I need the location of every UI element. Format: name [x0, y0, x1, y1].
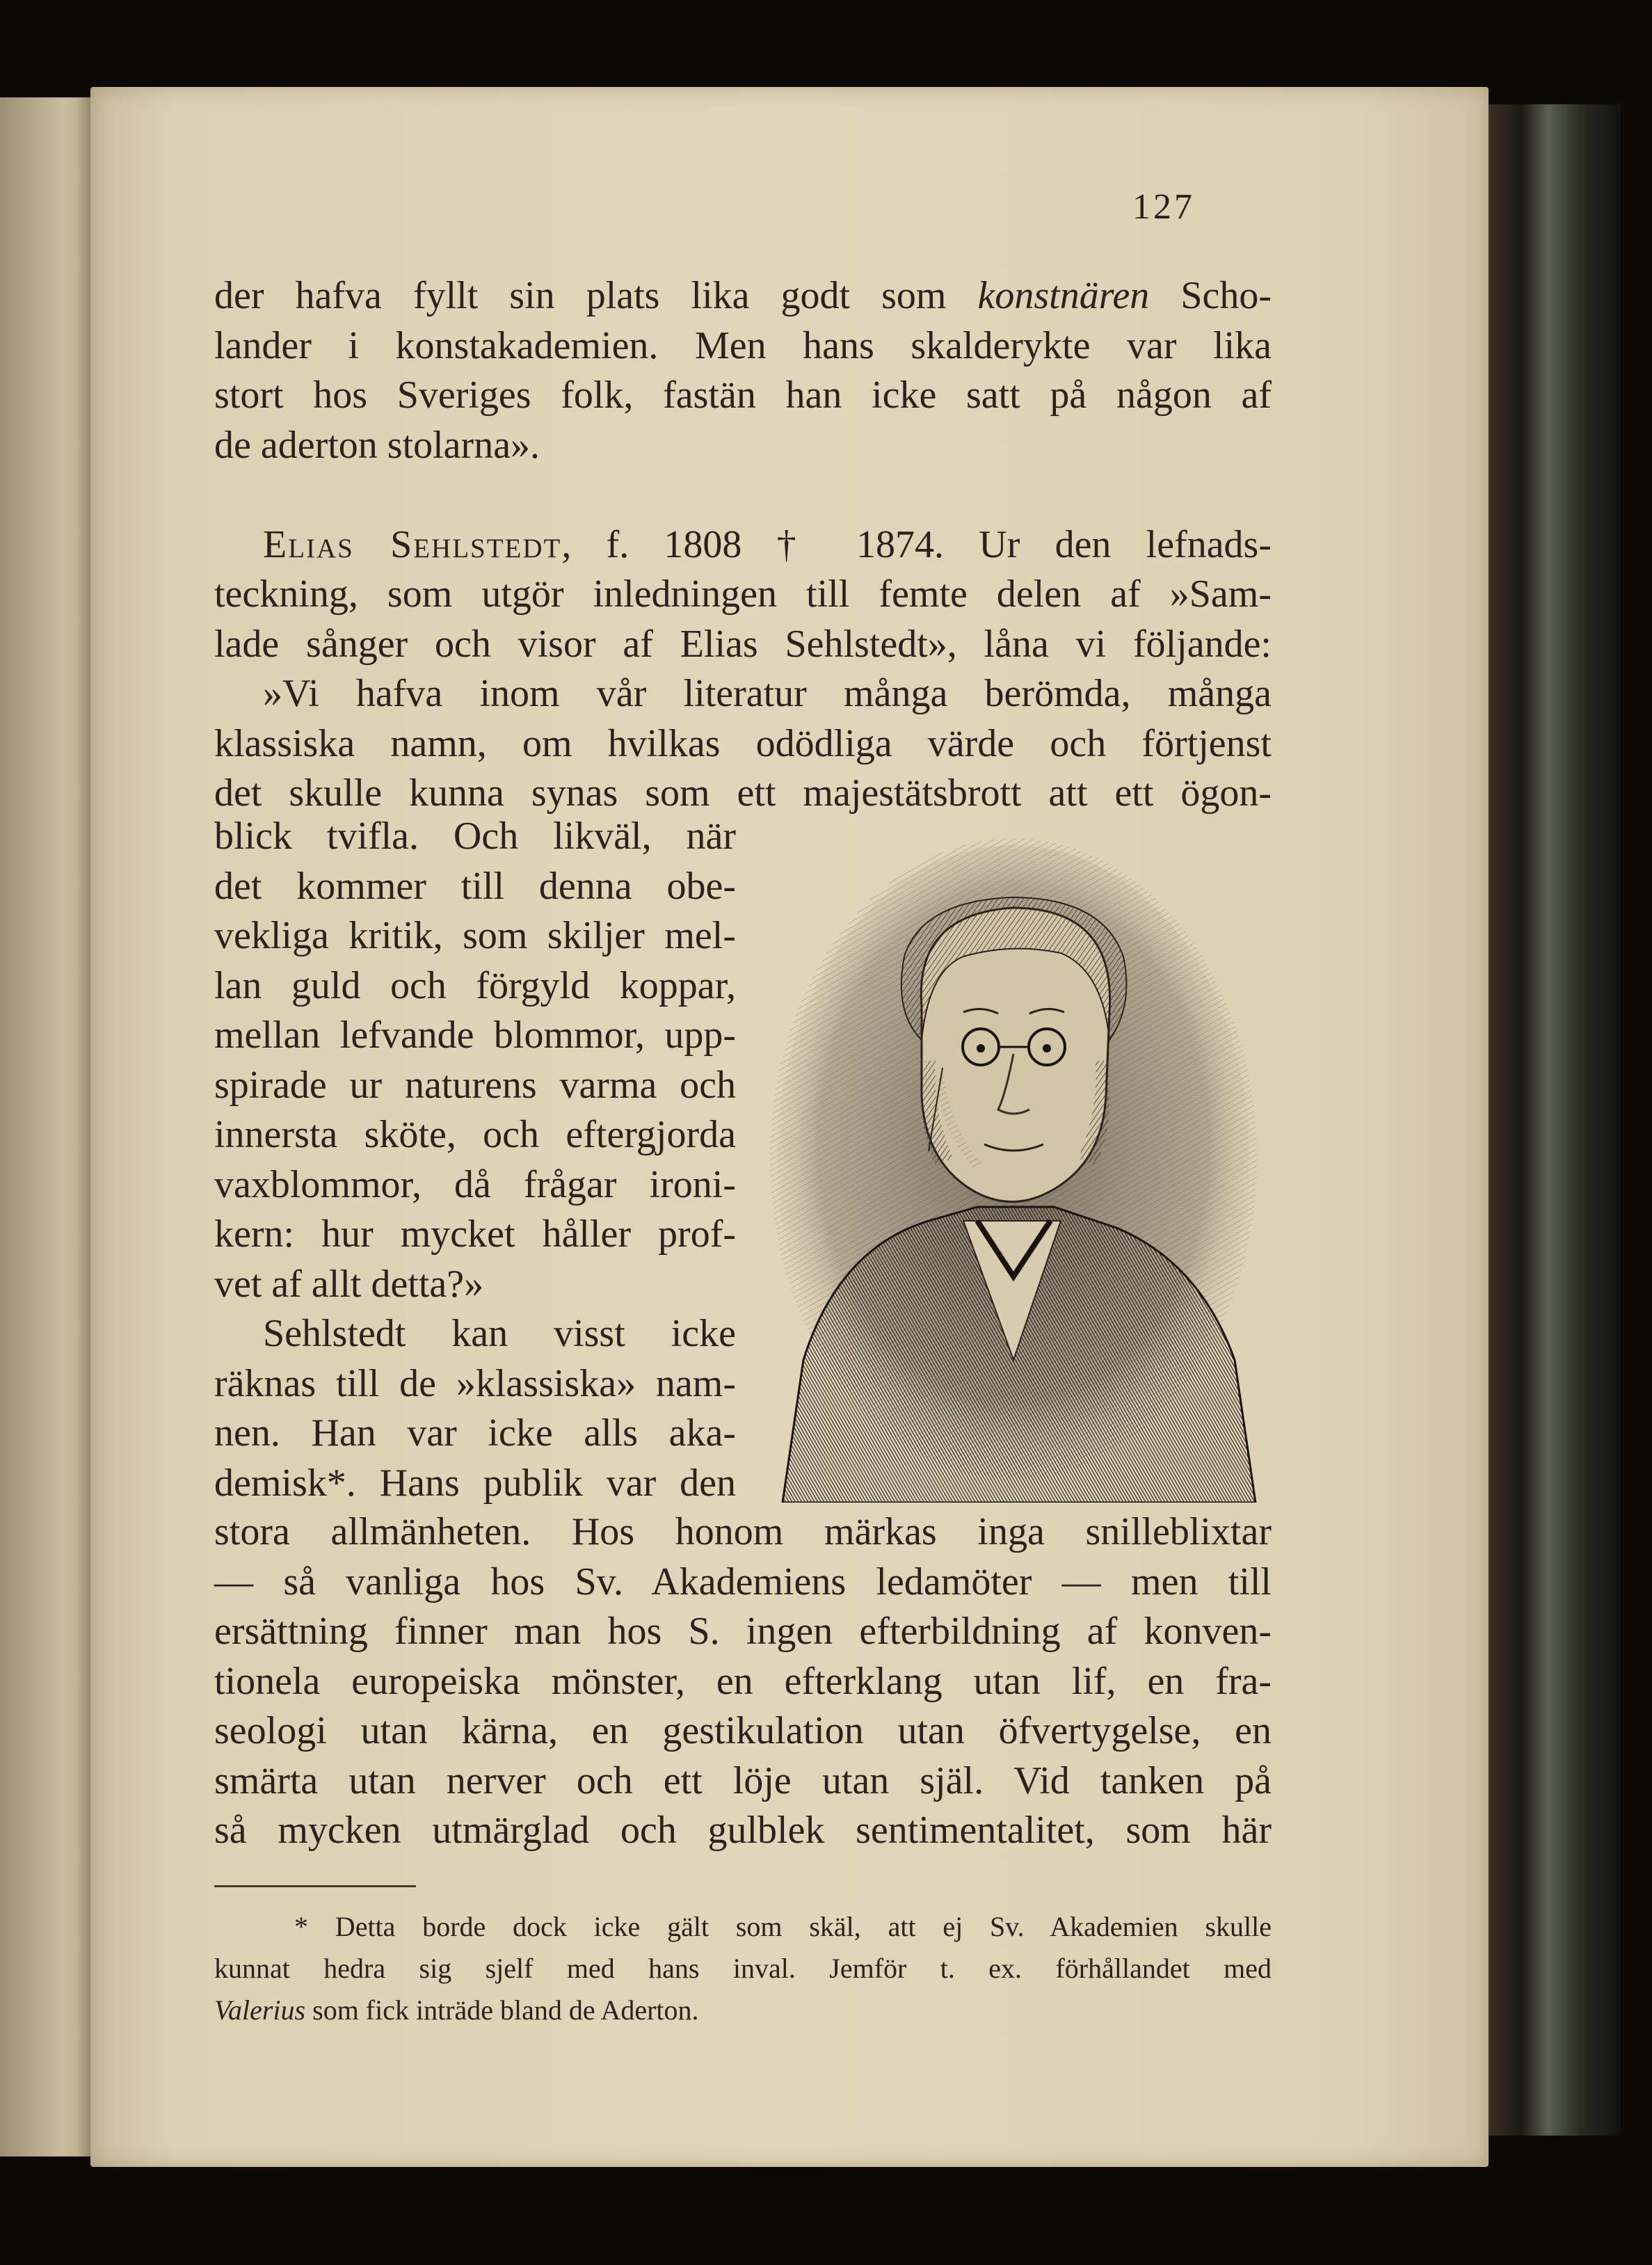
text-line: demisk*. Hans publik var den: [214, 1461, 736, 1505]
right-eye: [1043, 1044, 1051, 1053]
text-line: Sehlstedt kan visst icke: [263, 1312, 736, 1355]
text-line: lander i konstakademien. Men hans skalderykte var lika: [214, 323, 1272, 367]
text-line: vekliga kritik, som skiljer mel-: [214, 914, 736, 957]
text-line: mellan lefvande blommor, upp-: [214, 1014, 736, 1057]
text-line: det skulle kunna synas som ett majestätsbrott att ett ögon-: [214, 771, 1272, 815]
text-line: vet af allt detta?»: [214, 1262, 484, 1306]
text-line: stora allmänheten. Hos honom märkas inga snilleblixtar: [214, 1510, 1272, 1553]
text-line: räknas till de »klassiska» nam-: [214, 1361, 736, 1405]
text-line: — så vanliga hos Sv. Akademiens ledamöter — men till: [214, 1560, 1272, 1603]
text-line: nen. Han var icke alls aka-: [214, 1411, 736, 1455]
text-line: spirade ur naturens varma och: [214, 1063, 736, 1107]
book-cover-edge: [1489, 104, 1621, 2136]
text-segment: , f. 1808 † 1874. Ur den lefnads-: [561, 522, 1272, 566]
footnote-line: [214, 1990, 1272, 2031]
text-line: vaxblommor, då frågar ironi-: [214, 1162, 736, 1206]
footnote-italic-name: Valerius: [214, 1994, 306, 2026]
footnote-line: * Detta borde dock icke gält som skäl, att ej Sv. Akademien skulle: [294, 1911, 1272, 1942]
text-line: »Vi hafva inom vår literatur många berömda, många: [263, 672, 1272, 715]
left-eye: [977, 1044, 985, 1053]
text-line: seologi utan kärna, en gestikulation utan öfvertygelse, en: [214, 1709, 1272, 1752]
text-line: lan guld och förgyld koppar,: [214, 963, 736, 1007]
text-segment: som fick inträde bland de Aderton.: [305, 1994, 699, 2026]
text-line: tionela europeiska mönster, en efterklang utan lif, en fra-: [214, 1659, 1272, 1703]
text-line: ersättning finner man hos S. ingen efterbildning af konven-: [214, 1610, 1272, 1653]
text-line: smärta utan nerver och ett löje utan själ. Vid tanken på: [214, 1759, 1272, 1802]
text-line: så mycken utmärglad och gulblek sentimentalitet, som här: [214, 1809, 1272, 1852]
person-name: Elias Sehlstedt: [263, 522, 562, 566]
text-block-beside-portrait: [214, 812, 736, 1508]
text-line: det kommer till denna obe-: [214, 864, 736, 908]
text-line: de aderton stolarna».: [214, 423, 540, 467]
spacer-line: [214, 470, 1272, 520]
portrait-engraving: [755, 831, 1273, 1503]
text-segment: Scho-: [1149, 274, 1272, 317]
text-line: teckning, som utgör inledningen till femte delen af »Sam-: [214, 573, 1272, 616]
text-line: stort hos Sveriges folk, fastän han icke satt på någon af: [214, 374, 1272, 417]
text-segment: der hafva fyllt sin plats lika godt som: [214, 274, 978, 317]
text-line: blick tvifla. Och likväl, när: [214, 815, 736, 858]
footnote-rule: [214, 1885, 416, 1887]
portrait-illustration: [755, 831, 1273, 1503]
footnote: [214, 1906, 1272, 2031]
text-line: innersta sköte, och eftergjorda: [214, 1113, 736, 1156]
text-line: klassiska namn, om hvilkas odödliga värde och förtjenst: [214, 721, 1272, 765]
text-line: kern: hur mycket håller prof-: [214, 1212, 736, 1256]
text-line: lade sånger och visor af Elias Sehlstedt», låna vi följande:: [214, 622, 1272, 666]
footnote-line: kunnat hedra sig sjelf med hans inval. Jemför t. ex. förhållandet med: [214, 1953, 1272, 1984]
entry-heading-line: [214, 520, 1272, 570]
text-line: [214, 271, 1272, 321]
text-block-top: [214, 271, 1272, 819]
emphasis-konstnaren: konstnären: [977, 274, 1150, 317]
text-block-bottom: [214, 1507, 1272, 1856]
page-number: 127: [1132, 187, 1195, 227]
